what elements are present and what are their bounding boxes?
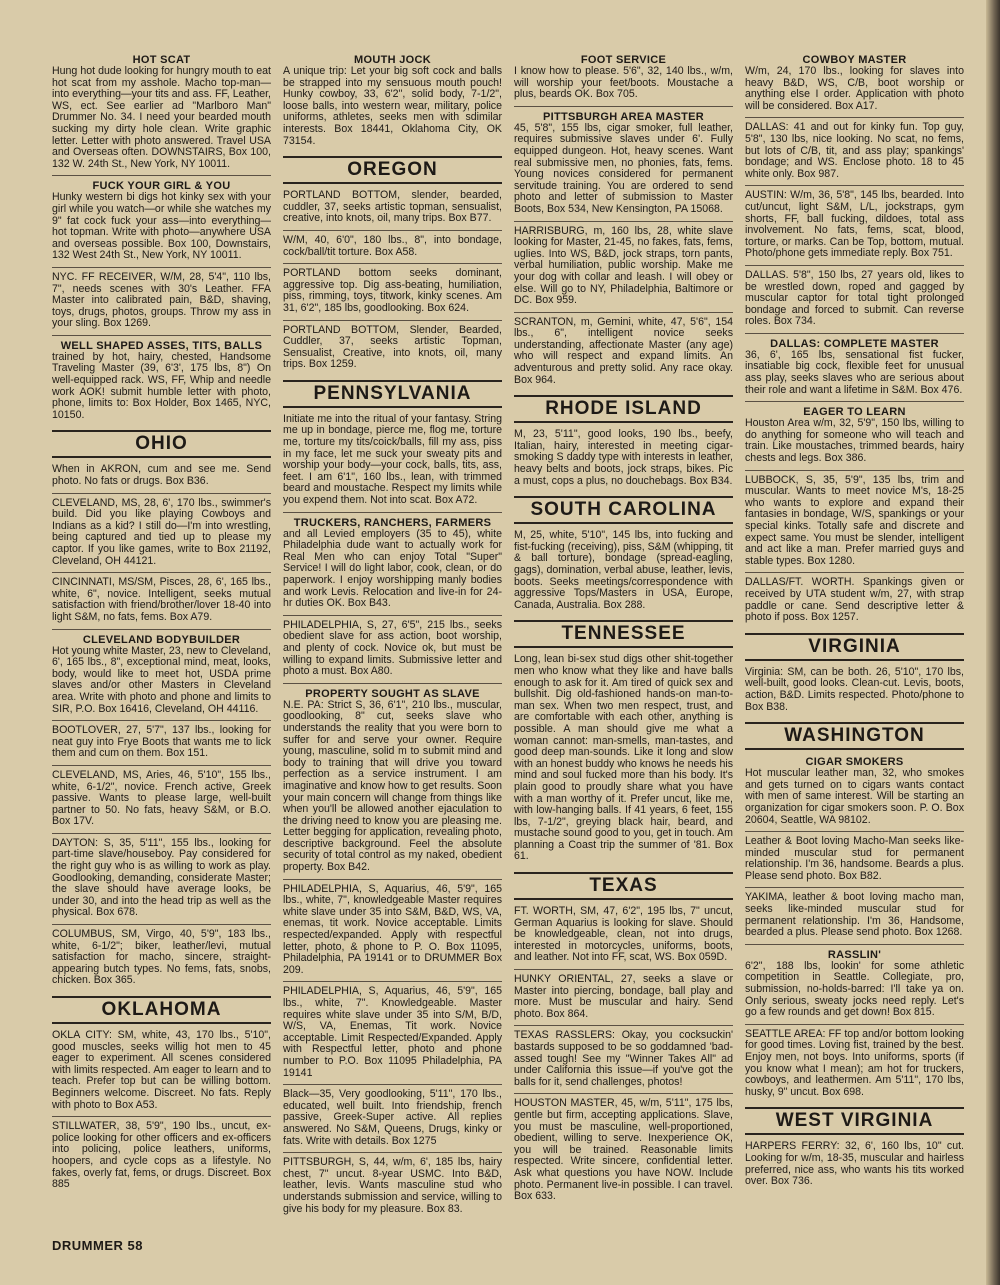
ad-headline: MOUTH JOCK: [354, 54, 431, 66]
classified-ad: Virginia: SM, can be both. 26, 5'10", 170 lbs, well-built, good looks. Clean-cut. Levis, boots, action, B&D. Limits respected. Photo/phone to Box B38.: [745, 665, 964, 713]
ad-headline: WELL SHAPED ASSES, TITS, BALLS: [60, 339, 263, 352]
classified-ad: Hung hot dude looking for hungry mouth to eat hot scat from my asshole. Macho top-man—into everything—your tits and ass. FF, Leather, WS, ect. See earlier ad "Marlboro Man" Drummer No. 34. I need your bearded mouth sucking my dirty hole clean. Write graphic letter. Letter with photo answered. Travel USA and Overseas often. DOWNSTAIRS, Box 100, 132 W. 24th St., New York, NY 10011.: [52, 66, 271, 176]
ad-headline: EAGER TO LEARN: [803, 406, 906, 419]
classified-ad: CLEVELAND, MS, Aries, 46, 5'10", 155 lbs., white, 6-1/2", novice. French active, Greek passive. Wants to please large, well-built partner to 50. No fats, heavy S&M, or B.O. Box 17V.: [52, 770, 271, 834]
classified-ad: HARRISBURG, m, 160 lbs, 28, white slave looking for Master, 21-45, no fakes, fats, fems, uglies. Into WS, B&D, jock straps, torn pants, verbal humiliation, public worship. Make me your dog with collar and leash. I will obey or else. Will go to NY, Philadelphia, Baltimore or DC. Box 959.: [514, 226, 733, 313]
ad-headline: CLEVELAND BODYBUILDER: [82, 633, 241, 646]
page-footer: DRUMMER 58: [52, 1238, 143, 1253]
state-heading: RHODE ISLAND: [514, 395, 733, 423]
classified-ad: YAKIMA, leather & boot loving macho man, seeks like-minded muscular stud for permanent relationship. I'm 36, Handsome, bearded a plus. Please send photo. Box 1268.: [745, 892, 964, 944]
column-3: [514, 52, 733, 1224]
classified-ad: PORTLAND BOTTOM, slender, bearded, cuddler, 37, seeks artistic topman, sensualist, creative, into knots, oil, many trips. Box B77.: [283, 190, 502, 231]
classified-ad: DALLAS: 41 and out for kinky fun. Top guy, 5'8", 130 lbs, nice looking. No scat, no fems, but lots of C/B, tit, and ass play; spankings' bondage; and WS. Enclose photo. 18 to 45 white only. Box 987.: [745, 122, 964, 186]
classified-ad: 36, 6', 165 lbs, sensational fist fucker, insatiable big cock, flexible feet for unusual ass play, seeks slaves who are serious about their role and want a lifetime in S&M. Box 476.: [745, 350, 964, 402]
column-2: [283, 52, 502, 1224]
classified-ad: TEXAS RASSLERS: Okay, you cocksuckin' bastards supposed to be so goddamned 'bad-assed tough! See my "Winner Takes All" ad under California this issue—if you've got the balls for it, send challenges, photos!: [514, 1030, 733, 1094]
classified-ad: COLUMBUS, SM, Virgo, 40, 5'9", 183 lbs., white, 6-1/2"; biker, leather/levi, mutual satisfaction for macho, sincere, straight-appearing butch types. No fems, fats, snobs, chicken. Box 365.: [52, 928, 271, 987]
classified-ad: Houston Area w/m, 32, 5'9", 150 lbs, willing to do anything for someone who will teach and train. Like moustaches, trimmed beards, hairy chests and legs. Box 386.: [745, 418, 964, 470]
state-heading: WASHINGTON: [745, 722, 964, 750]
classified-ad: PITTSBURGH, S, 44, w/m, 6', 185 lbs, hairy chest, 7" uncut. 8-year USMC. Into B&D, leather, levis. Wants masculine stud who understands submission and service, willing to give his body for my pleasure. Box 83.: [283, 1156, 502, 1215]
classified-ad: PORTLAND bottom seeks dominant, aggressive top. Dig ass-beating, humiliation, piss, rimming, toys, titwork, kinky scenes. Am 31, 6'2", 185 lbs, goodlooking. Box 624.: [283, 268, 502, 320]
classified-ad: Leather & Boot loving Macho-Man seeks like-minded muscular stud for permanent relationship. I'm 36, handsome. Beards a plus. Please send photo. Box B82.: [745, 836, 964, 888]
classified-ad: SEATTLE AREA: FF top and/or bottom looking for good times. Loving fist, trained by the best. Enjoy men, not boys. Into uniforms, sports (if you know what I mean); am hot for truckers, cowboys, and leathermen. Am 5'11", 170 lbs, husky, 9" uncut. Box 698.: [745, 1027, 964, 1098]
state-heading: SOUTH CAROLINA: [514, 496, 733, 524]
ad-headline: FOOT SERVICE: [580, 54, 667, 66]
classified-ad: DALLAS. 5'8", 150 lbs, 27 years old, likes to be wrestled down, roped and gagged by muscular captor for total tight prolonged bondage and forced to submit. Can reverse roles. Box 734.: [745, 270, 964, 334]
state-heading: TENNESSEE: [514, 620, 733, 648]
classified-ad: LUBBOCK, S, 35, 5'9", 135 lbs, trim and muscular. Wants to meet novice M's, 18-25 who wants to explore and expand their fantasies in bondage, W/S, spankings or your special kinks. Totally safe and discrete and expect same. You must be slender, intelligent and act like a man. Prefer married guys and stable types. Box 1280.: [745, 475, 964, 574]
ad-headline: CIGAR SMOKERS: [805, 756, 904, 769]
classified-ad: PORTLAND BOTTOM, Slender, Bearded, Cuddler, 37, seeks artistic Topman, Sensualist, Creative, into knots, oil, many trips. Box 1259.: [283, 323, 502, 371]
classified-ad: 45, 5'8", 155 lbs, cigar smoker, full leather, requires submissive slaves under 6'. Fully equipped dungeon. Hot, heavy scenes. Want real submissive men, no phonies, fats, fems. Young novices considered for permanent servitude training. You are ordered to send photo and letter of submission to Master Boots, Box 534, New Kensington, PA 15068.: [514, 123, 733, 222]
ad-headline: DALLAS: COMPLETE MASTER: [770, 337, 939, 350]
ad-headline: PROPERTY SOUGHT AS SLAVE: [305, 687, 480, 700]
classified-ad: M, 25, white, 5'10", 145 lbs, into fucking and fist-fucking (receiving), piss, S&M (whipping, tit & ball torture), bondage (spread-eagling, gags), domination, verbal abuse, leather, levis, boots. Seeks meetings/correspondence with aggressive Tops/Masters in USA, Europe, Canada, Australia. Box 288.: [514, 529, 734, 611]
state-heading: OREGON: [283, 156, 502, 184]
state-heading: TEXAS: [514, 872, 733, 900]
classified-ad: W/m, 24, 170 lbs., looking for slaves into heavy B&D, WS, C/B, boot worship or anything else I order. Application with photo will be considered. Box A17.: [745, 66, 964, 118]
classified-ad: STILLWATER, 38, 5'9", 190 lbs., uncut, ex-police looking for other officers and ex-officers into policing, police leathers, uniforms, hoopers, and cycle cops as a lifestyle. No fakes, overly fat, fems, or drugs. Discreet. Box 885: [52, 1120, 271, 1191]
ad-headline: FUCK YOUR GIRL & YOU: [92, 180, 231, 193]
classified-ad: W/M, 40, 6'0", 180 lbs., 8", into bondage, cock/ball/tit torture. Box A58.: [283, 235, 502, 264]
classified-ad: PHILADELPHIA, S, Aquarius, 46, 5'9", 165 lbs., white, 7", knowledgeable Master requires white slave under 35 into S&M, B&D, WS, VA, enemas, tit work. Novice acceptable. Limits respected/expanded. Apply with respectful letter, photo, & phone to P. O. Box 11095, Philadelphia, PA 19141 or to DRUMMER Box 209.: [283, 884, 502, 983]
column-1: [52, 52, 271, 1224]
classified-ad: AUSTIN: W/m, 36, 5'8", 145 lbs, bearded. Into cut/uncut, light S&M, L/L, jockstraps, gym shorts, FF, ball fucking, dildoes, total ass involvement. No fats, fems, scat, blood, torture, or marks. Can be Top, bottom, mutual. Photo/phone gets immediate reply. Box 751.: [745, 190, 964, 266]
state-heading: WEST VIRGINIA: [745, 1107, 964, 1135]
ad-headline: PITTSBURGH AREA MASTER: [542, 110, 704, 123]
classified-ad: A unique trip: Let your big soft cock and balls be strapped into my sensuous mouth pouch! Hunky cowboy, 33, 6'2", solid body, 7-1/2", loose balls, into western wear, military, police uniforms, athletes, seeks men with sdimilar interests. Box 18441, Oklahoma City, OK 73154.: [283, 65, 502, 147]
classified-ad: Hot young white Master, 23, new to Cleveland, 6', 165 lbs., 8", exceptional mind, meat, looks, body, would like to meet hot, USDA prime slaves and/or other Masters in Cleveland area. Write with photo and phone and limits to SIR, P.O. Box 16416, Cleveland, OH 44116.: [52, 646, 271, 722]
state-heading: OKLAHOMA: [52, 996, 271, 1024]
classified-ad: HARPERS FERRY: 32, 6', 160 lbs, 10" cut. Looking for w/m, 18-35, muscular and hairless preferred, nice ass, who wants his tits worked over. Box 736.: [745, 1140, 964, 1188]
classified-ad: M, 23, 5'11", good looks, 190 lbs., beefy, Italian, hairy, interested in meeting cigar-smoking S daddy type with interests in leather, heavy belts and boots, jock straps, bikes. Pic a must, cops a plus, no douchebags. Box B34.: [514, 428, 733, 487]
classified-ad: trained by hot, hairy, chested, Handsome Traveling Master (39, 6'3', 175 lbs, 8") On well-equipped rack. WS, FF, Whip and needle work AOK! submit humble letter with photo, phone, limits to: Box Holder, Box 1465, NYC, 10150.: [52, 350, 271, 421]
classified-ad: and all Levied employers (35 to 45), white Philadelphia dude want to actually work for Real Men who can enjoy Total "Super" Service! I will do light labor, cook, clean, or do paperwork. I enjoy worshipping manly bodies and work Levis. Relocation and live-in for 24-hr duties OK. Box B43.: [283, 529, 502, 616]
ad-headline: RASSLIN': [827, 948, 882, 961]
classified-ad: SCRANTON, m, Gemini, white, 47, 5'6", 154 lbs., 6", intelligent novice seeks understanding, affectionate Master (any age) who will respect and expand limits. An adventurous and pretty solid. Any race okay. Box 964.: [514, 315, 733, 386]
classified-ad: When in AKRON, cum and see me. Send photo. No fats or drugs. Box B36.: [52, 464, 271, 493]
classified-ad: HOUSTON MASTER, 45, w/m, 5'11", 175 lbs, gentle but firm, accepting applications. Slave, you must be masculine, well-proportioned, obedient, willing to serve. Inexperience OK, you will be trained. Reasonable limits respected. Write sincere, confidential letter. Ask what questions you have NOW. Include photo. Permanent live-in possible. I can travel. Box 633.: [514, 1097, 733, 1203]
classified-ad: CLEVELAND, MS, 28, 6', 170 lbs., swimmer's build. Did you like playing Cowboys and Indians as a kid? I still do—I'm into wrestling, being captured and tied up to please my captor. If you like games, write to Box 21192, Cleveland, OH 44121.: [52, 498, 271, 574]
classified-ad: Black—35, Very goodlooking, 5'11", 170 lbs., educated, well built. Into friendship, french passive, Greek-Super active. All replies answered. No S&M, Queens, Drugs, kinky or fats. Write with details. Box 1275: [283, 1089, 502, 1153]
ad-headline: TRUCKERS, RANCHERS, FARMERS: [293, 516, 492, 529]
classified-ad: Long, lean bi-sex stud digs other shit-together men who know what they like and have balls enough to ask for it. Am tired of quick sex and bullshit. Dig old-fashioned hands-on man-to-man sex. When two men respect, trust, and are comfortable with each other, anything is possible. A man should give me what a woman cannot: man-smells, man-tastes, and good deep man-sounds. Like it long and slow with an honest buddy who knows he needs his mind and soul fucked more than his body. It's plain good to proudly share what you have with a man worthy of it. Prefer uncut, like me, with low-hanging balls. If 41 years, 6 feet, 155 lbs, 7-1/2", greying black hair, beard, and mustache sound good to you, get in touch. Am planning a Coast trip the summer of '81. Box 61.: [514, 653, 733, 863]
classified-ad: NYC. FF RECEIVER, W/M, 28, 5'4", 110 lbs, 7", needs scenes with 30's Leather. FFA Master into calibrated pain, B&D, shaving, toys, drugs, photos, groups. Throw my ass in your sling. Box 1269.: [52, 272, 271, 336]
column-4: [745, 52, 964, 1224]
classified-ad: N.E. PA: Strict S, 36, 6'1", 210 lbs., muscular, goodlooking, 8" cut, seeks slave who understands the reality that you were born to suffer for and serve your owner. Require young, masculine, solid m to submit mind and body to training that will drive you toward perfection as a service instrument. I am imaginative and know how to get results. Soon your main concern will change from things like when you'll be allowed another ejaculation to the driving need to know you are pleasing me. Letter begging for application, revealing photo, descriptive background. Feel the absolute security of total control as my naked, obedient property. Box B42.: [283, 700, 502, 880]
classified-ad: Hot muscular leather man, 32, who smokes and gets turned on to cigars wants contact with men of same interest. Will be starting an organization for cigar smokers soon. P. O. Box 20604, Seattle, WA 98102.: [745, 768, 964, 832]
classified-ad: CINCINNATI, MS/SM, Pisces, 28, 6', 165 lbs., white, 6", novice. Intelligent, seeks mutual satisfaction with friend/brother/lover 18-40 into light S&M, no fats, fems. Box A79.: [52, 577, 271, 629]
state-heading: OHIO: [52, 430, 271, 458]
state-heading: PENNSYLVANIA: [283, 380, 502, 408]
classified-ad: 6'2", 188 lbs, lookin' for some athletic competition in Seattle. Collegiate, pro, submission, no-holds-barred: I'll take ya on. Only serious, sweaty jocks need reply. Let's go a few rounds and get down! Box 815.: [745, 961, 964, 1025]
ad-headline: COWBOY MASTER: [802, 54, 907, 66]
classifieds-columns: [52, 52, 964, 1224]
classified-ad: OKLA CITY: SM, white, 43, 170 lbs., 5'10", good muscles, seeks willig hot men to 45 eager to experiment. All scenes considered with limits respected. Am eager to learn and to teach. Prefer top but can be willing bottom. Beginners welcome. Discreet. No fats. Reply with photo to Box A53.: [52, 1030, 271, 1117]
classified-ad: DALLAS/FT. WORTH. Spankings given or received by UTA student w/m, 27, with strap paddle or cane. Send descriptive letter & photo if poss. Box 1257.: [745, 576, 964, 624]
classified-ad: PHILADELPHIA, S, 27, 6'5", 215 lbs., seeks obedient slave for ass action, boot worship, and plenty of cock. Novice ok, but must be willing to expand limits. Submissive letter and photo a must. Box A80.: [283, 620, 502, 684]
classified-ad: BOOTLOVER, 27, 5'7", 137 lbs., looking for neat guy into Frye Boots that wants me to lick them and cum on them. Box 151.: [52, 725, 271, 766]
classified-ad: FT. WORTH, SM, 47, 6'2", 195 lbs, 7" uncut, German Aquarius is looking for slave. Should be knowledgeable, clean, not into drugs, interested in motorcycles, uniforms, boots, and leather. Not into FF, scat, WS. Box 059D.: [514, 906, 733, 970]
classified-ad: Hunky western bi digs hot kinky sex with your girl while you watch—or while she watches my 9" fat cock fuck your ass—into everything—hot topman. Write with photo—anywhere USA and overseas possible. Box 100, Downstairs, 132 West 24th St., New York, NY 10011.: [52, 192, 271, 268]
classified-ad: DAYTON: S, 35, 5'11", 155 lbs., looking for part-time slave/houseboy. Pay considered for the right guy who is as willing to work as play. Goodlooking, demanding, considerate Master; the slave should have average looks, be under 30, and into the head trip as well as the physical. Box 678.: [52, 838, 271, 925]
state-heading: VIRGINIA: [745, 633, 964, 661]
classified-ad: PHILADELPHIA, S, Aquarius, 46, 5'9", 165 lbs., white, 7". Knowledgeable. Master requires white slave under 35 into S/M, B/D, W/S, VA, Enemas, Tit work. Novice acceptable. Limit Respected/Expanded. Apply with Respectful letter, photo and phone number to P.O. Box 11095 Philadelphia, PA 19141: [283, 986, 502, 1085]
classified-ad: I know how to please. 5'6", 32, 140 lbs., w/m, will worship your feet/boots. Moustache a plus, beards OK. Box 705.: [514, 66, 733, 107]
classified-ad: Initiate me into the ritual of your fantasy. String me up in bondage, pierce me, flog me, torture me, torture my tits/coick/balls, fill my ass, piss in my face, let me suck your sweaty pits and worship your body—your cock, balls, tits, ass, feet. I am 6'1", 160 lbs., lean, with trimmed beard and moustache. Respect my limits while you expend them. Not into scat. Box A72.: [283, 414, 502, 513]
ad-headline: HOT SCAT: [132, 54, 191, 66]
classified-ad: HUNKY ORIENTAL, 27, seeks a slave or Master into piercing, bondage, ball play and more. Must be muscular and hairy. Send photo. Box 864.: [514, 974, 733, 1026]
page-edge-shadow: [986, 0, 1000, 1285]
